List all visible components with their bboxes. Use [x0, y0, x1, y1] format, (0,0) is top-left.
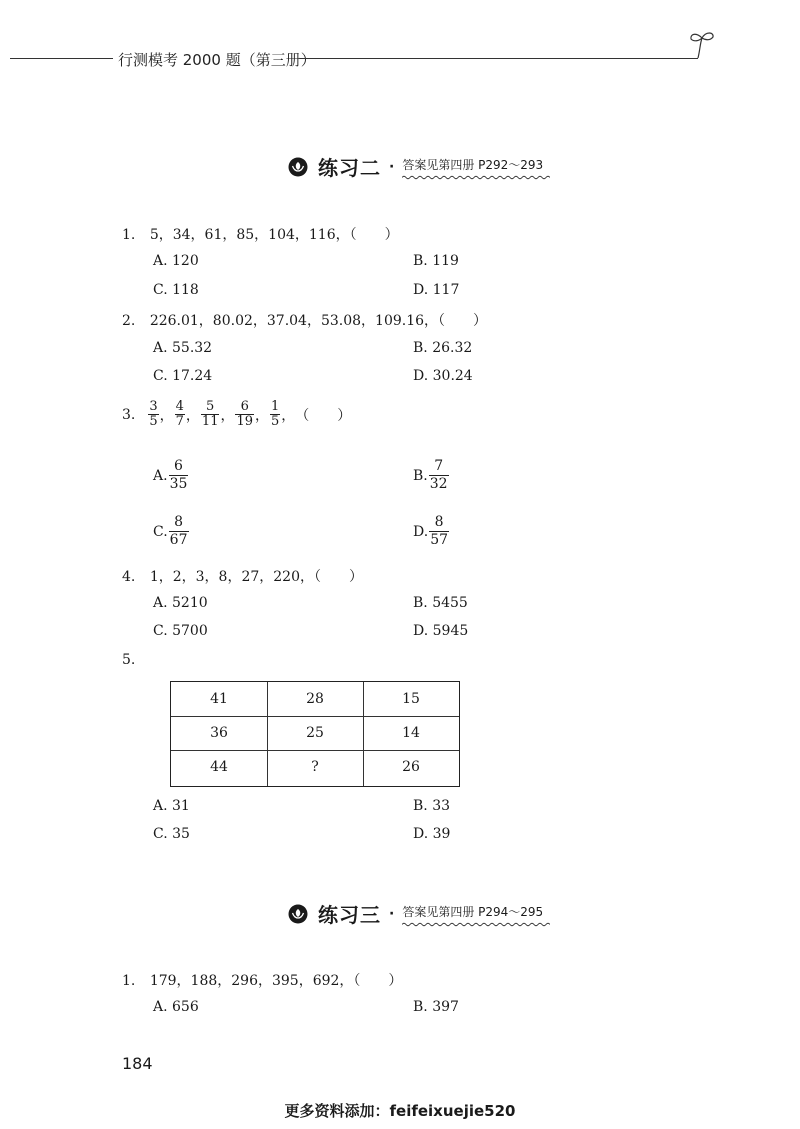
answer-reference	[402, 156, 543, 177]
option-a: A. 5210	[153, 595, 208, 611]
flower-badge-icon	[288, 157, 308, 177]
flower-badge-icon	[288, 904, 308, 924]
header-rule-right	[300, 58, 698, 59]
grid-cell: 15	[402, 691, 420, 707]
option-a: A. 31	[153, 798, 190, 814]
grid-cell: 26	[402, 759, 420, 775]
question-number: 2.	[122, 313, 136, 329]
fraction: $\frac{8}{67}$	[169, 514, 188, 548]
page-number: 184	[122, 1054, 153, 1073]
answer-reference	[402, 903, 543, 924]
grid-cell: 14	[402, 725, 420, 741]
option-c: C. $\frac{8}{67}$	[153, 514, 188, 548]
option-b: B. 26.32	[413, 340, 473, 356]
grid-cell: 41	[210, 691, 228, 707]
footer-note: 更多资料添加：feifeixuejie520	[284, 1102, 516, 1120]
answer-blank: （ ）	[295, 407, 352, 424]
question-number: 4.	[122, 569, 136, 585]
question-stem: 179，188，296，395，692，（ ）	[149, 973, 403, 989]
fraction: $\frac{7}{32}$	[429, 458, 448, 492]
option-b: B. 5455	[413, 595, 468, 611]
grid-cell: 25	[306, 725, 324, 741]
header-rule-left	[10, 58, 113, 59]
section-title: 练习二	[318, 156, 381, 180]
option-a: A. 656	[153, 999, 199, 1015]
question-2	[122, 310, 487, 330]
question-number: 5.	[122, 652, 136, 668]
option-b: B. 33	[413, 798, 451, 814]
answer-reference-text: 答案见第四册 P294～295	[402, 905, 544, 919]
fraction: $\frac{5}{11}$	[201, 399, 219, 429]
question-stem: 5，34，61，85，104，116，（ ）	[149, 227, 399, 243]
option-d: D. $\frac{8}{57}$	[413, 514, 449, 548]
sprout-icon	[688, 28, 716, 60]
wavy-underline	[402, 922, 550, 927]
number-grid	[170, 681, 460, 787]
option-c: C. 17.24	[153, 368, 213, 384]
section-title: 练习三	[318, 903, 381, 927]
option-d: D. 117	[413, 282, 460, 298]
option-a: A. $\frac{6}{35}$	[153, 458, 188, 492]
option-b: B. 119	[413, 253, 459, 269]
option-a: A. 55.32	[153, 340, 213, 356]
fraction-sequence: $\frac{3}{5}$ ， $\frac{4}{7}$ ， $\frac{5}{11}$ ， $\frac{6}{19}$ ， $\frac{1}{5}$ ， （ ）	[149, 399, 352, 429]
question-1	[122, 224, 399, 244]
section-header-practice-3	[288, 899, 543, 928]
answer-reference-text: 答案见第四册 P292～293	[402, 158, 544, 172]
grid-cell: ?	[311, 759, 319, 775]
question-4	[122, 566, 363, 586]
section-header-practice-2	[288, 152, 543, 181]
section-dot: ·	[389, 158, 395, 175]
section-dot: ·	[389, 905, 395, 922]
grid-cell: 28	[306, 691, 324, 707]
question-3	[122, 400, 351, 429]
question-number: 3.	[122, 406, 136, 423]
fraction: $\frac{6}{35}$	[169, 458, 188, 492]
option-c: C. 35	[153, 826, 190, 842]
option-d: D. 30.24	[413, 368, 473, 384]
question-stem: 226.01，80.02，37.04，53.08，109.16，（ ）	[149, 313, 488, 329]
wavy-underline	[402, 175, 550, 180]
book-title: 行测模考 2000 题（第三册）	[118, 51, 316, 69]
fraction: $\frac{4}{7}$	[175, 399, 184, 429]
question-5	[122, 652, 135, 668]
fraction: $\frac{1}{5}$	[271, 399, 280, 429]
option-d: D. 39	[413, 826, 451, 842]
question-number: 1.	[122, 227, 136, 243]
option-b: B. 397	[413, 999, 459, 1015]
fraction: $\frac{3}{5}$	[149, 399, 158, 429]
question-number: 1.	[122, 973, 136, 989]
fraction: $\frac{6}{19}$	[236, 399, 254, 429]
option-d: D. 5945	[413, 623, 469, 639]
grid-cell: 44	[210, 759, 228, 775]
option-b: B. $\frac{7}{32}$	[413, 458, 448, 492]
option-a: A. 120	[153, 253, 199, 269]
question-stem: 1，2，3，8，27，220，（ ）	[149, 569, 363, 585]
option-c: C. 5700	[153, 623, 208, 639]
grid-cell: 36	[210, 725, 228, 741]
option-c: C. 118	[153, 282, 199, 298]
question-1	[122, 970, 402, 990]
fraction: $\frac{8}{57}$	[430, 514, 449, 548]
